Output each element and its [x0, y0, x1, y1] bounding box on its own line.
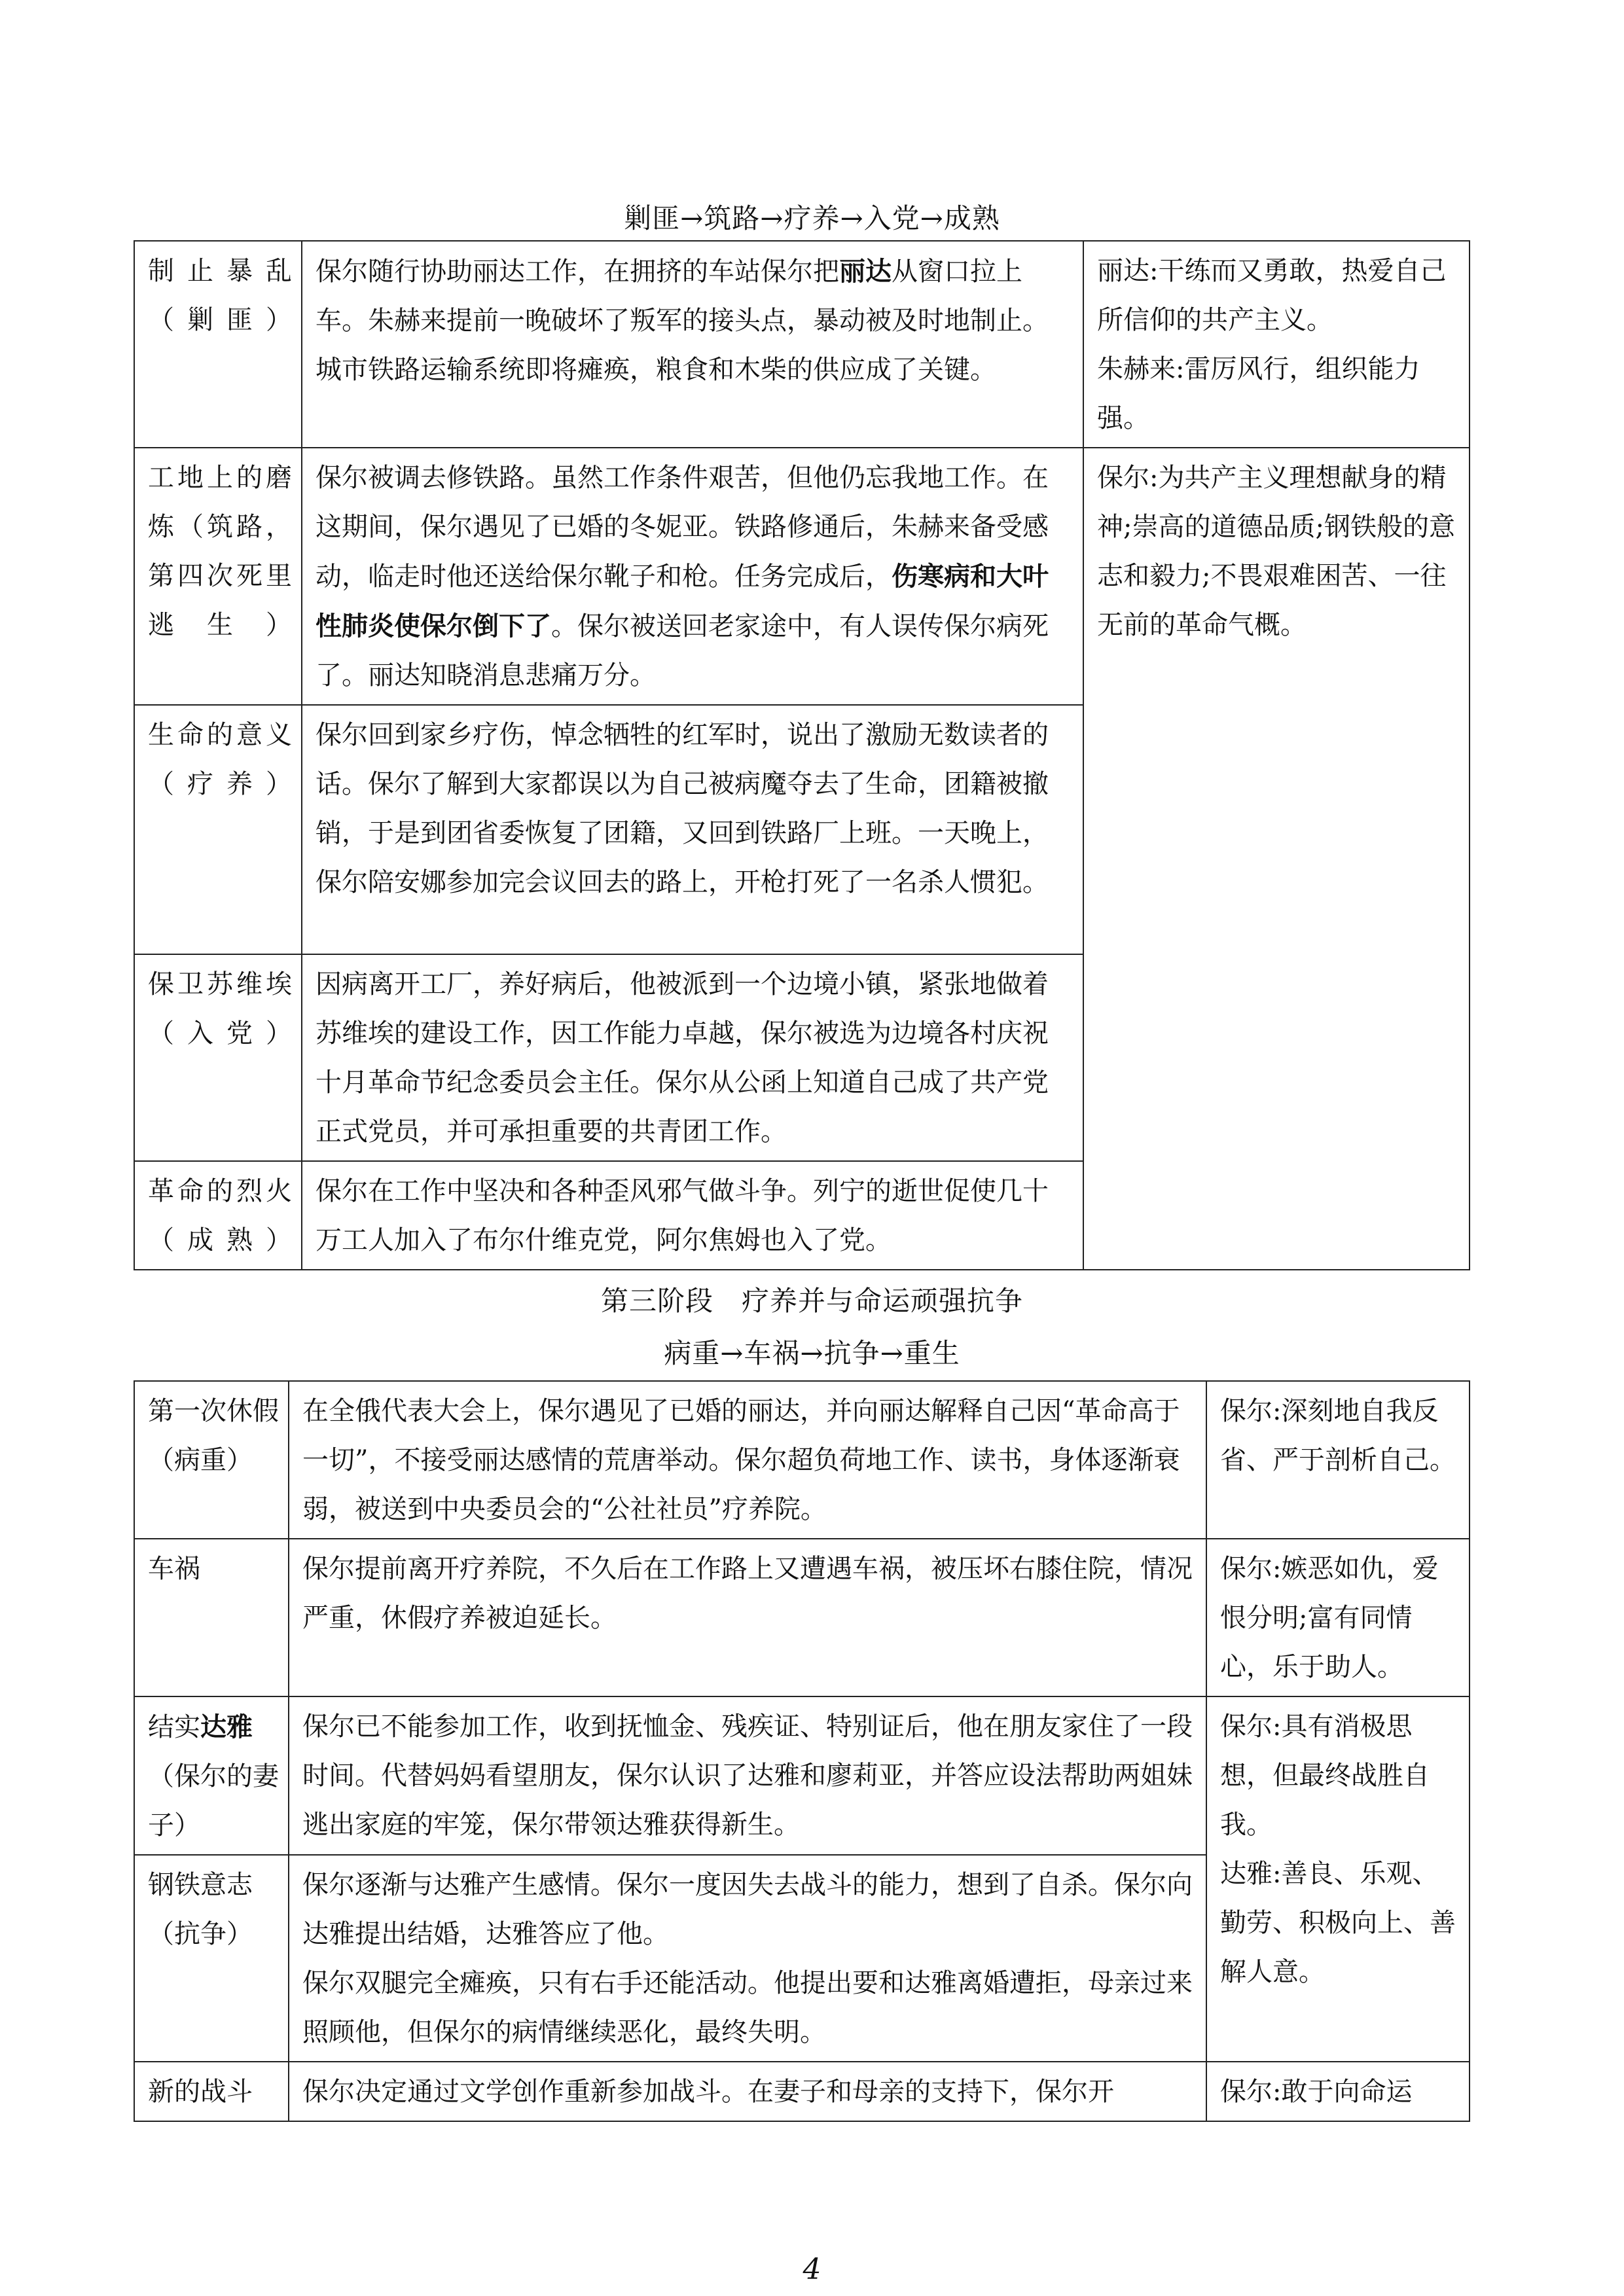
table-row — [134, 241, 1470, 448]
body-text: 保尔随行协助丽达工作，在拥挤的车站保尔把 — [316, 257, 839, 287]
character-analysis: 保尔:为共产主义理想献身的精神;崇高的道德品质;钢铁般的意志和毅力;不畏艰难困苦、一往无前的革命气概。 — [1083, 448, 1470, 1270]
row-content — [289, 1381, 1206, 1539]
body-text: 保尔决定通过文学创作重新参加战斗。在妻子和母亲的支持下，保尔开 — [302, 2077, 1114, 2107]
row-content — [302, 954, 1083, 1161]
row-label: 新的战斗 — [134, 2062, 289, 2121]
row-label: 第一次休假（病重） — [134, 1381, 289, 1539]
body-text: 结实 — [148, 1712, 200, 1742]
body-text: 。保尔被送回老家途中，有人误传保尔病死了。丽达知晓消息悲痛万分。 — [316, 611, 1049, 691]
row-content — [289, 1855, 1206, 2062]
stage3-table — [134, 1380, 1470, 2122]
emphasis-text: 丽达 — [839, 256, 892, 287]
table-row — [134, 448, 1470, 705]
stage2-flow: 剿匪→筑路→疗养→入党→成熟 — [624, 202, 1000, 234]
body-text: 因病离开工厂，养好病后，他被派到一个边境小镇，紧张地做着苏维埃的建设工作，因工作能力卓越，保尔被选为边境各村庆祝十月革命节纪念委员会主任。保尔从公函上知道自己成了共产党正式党员，并可承担重要的共青团工作。 — [316, 969, 1049, 1147]
emphasis-text: 伤寒病和大叶性肺炎使保尔倒下了 — [316, 561, 1049, 641]
character-analysis: 保尔:深刻地自我反省、严于剖析自己。 — [1206, 1381, 1470, 1539]
stage3-heading: 第三阶段 疗养并与命运顽强抗争 — [600, 1285, 1023, 1317]
body-text: 保尔提前离开疗养院，不久后在工作路上又遭遇车祸，被压坏右膝住院，情况严重，休假疗养被迫延长。 — [302, 1554, 1193, 1633]
row-label: 工地上的磨炼（筑路，第四次死里逃生） — [134, 448, 302, 705]
body-text: 在全俄代表大会上，保尔遇见了已婚的丽达，并向丽达解释自己因“革命高于一切”，不接受丽达感情的荒唐举动。保尔超负荷地工作、读书，身体逐渐衰弱，被送到中央委员会的“公社社员”疗养院。 — [302, 1396, 1180, 1524]
row-label: 钢铁意志（抗争） — [134, 1855, 289, 2062]
paragraph: 保尔双腿完全瘫痪，只有右手还能活动。他提出要和达雅离婚遭拒，母亲过来照顾他，但保尔的病情继续恶化，最终失明。 — [302, 1968, 1193, 2047]
row-label: 制止暴乱（剿匪） — [134, 241, 302, 448]
body-text: 保尔回到家乡疗伤，悼念牺牲的红军时，说出了激励无数读者的话。保尔了解到大家都误以为自己被病魔夺去了生命，团籍被撤销，于是到团省委恢复了团籍，又回到铁路厂上班。一天晚上，保尔陪安娜参加完会议回去的路上，开枪打死了一名杀人惯犯。 — [316, 720, 1049, 897]
row-content — [302, 448, 1083, 705]
stage2-table — [134, 240, 1470, 1270]
body-text: 保尔已不能参加工作，收到抚恤金、残疾证、特别证后，他在朋友家住了一段时间。代替妈妈看望朋友，保尔认识了达雅和廖莉亚，并答应设法帮助两姐妹逃出家庭的牢笼，保尔带领达雅获得新生。 — [302, 1712, 1193, 1840]
body-text: 保尔在工作中坚决和各种歪风邪气做斗争。列宁的逝世促使几十万工人加入了布尔什维克党，阿尔焦姆也入了党。 — [316, 1176, 1049, 1255]
character-analysis: 丽达:干练而又勇敢，热爱自己所信仰的共产主义。 朱赫来:雷厉风行，组织能力强。 — [1083, 241, 1470, 448]
table-row — [134, 1539, 1470, 1696]
page-number: 4 — [803, 2253, 821, 2286]
row-content — [302, 705, 1083, 954]
character-analysis: 保尔:嫉恶如仇，爱恨分明;富有同情心，乐于助人。 — [1206, 1539, 1470, 1696]
row-content — [289, 2062, 1206, 2121]
row-label — [134, 1696, 289, 1855]
row-label: 生命的意义（疗养） — [134, 705, 302, 954]
body-text: 从窗口拉上车。朱赫来提前一晚破坏了叛军的接头点，暴动被及时地制止。城市铁路运输系统即将瘫痪，粮食和木柴的供应成了关键。 — [316, 257, 1049, 385]
row-label: 保卫苏维埃（入党） — [134, 954, 302, 1161]
row-content — [302, 241, 1083, 448]
character-analysis: 保尔:敢于向命运 — [1206, 2062, 1470, 2121]
row-label: 革命的烈火（成熟） — [134, 1161, 302, 1270]
table-row — [134, 2062, 1470, 2121]
row-content — [289, 1696, 1206, 1855]
table-row — [134, 1381, 1470, 1539]
character-analysis: 保尔:具有消极思想，但最终战胜自我。 达雅:善良、乐观、勤劳、积极向上、善解人意。 — [1206, 1696, 1470, 2062]
body-text: 保尔被调去修铁路。虽然工作条件艰苦，但他仍忘我地工作。在这期间，保尔遇见了已婚的冬妮亚。铁路修通后，朱赫来备受感动，临走时他还送给保尔靴子和枪。任务完成后， — [316, 463, 1049, 592]
row-content — [302, 1161, 1083, 1270]
row-content — [289, 1539, 1206, 1696]
emphasis-text: 达雅 — [200, 1712, 253, 1742]
table-row — [134, 1696, 1470, 1855]
stage3-flow: 病重→车祸→抗争→重生 — [664, 1337, 960, 1369]
row-label: 车祸 — [134, 1539, 289, 1696]
body-text: （保尔的妻子） — [148, 1761, 279, 1840]
paragraph: 保尔逐渐与达雅产生感情。保尔一度因失去战斗的能力，想到了自杀。保尔向达雅提出结婚，达雅答应了他。 — [302, 1870, 1193, 1949]
